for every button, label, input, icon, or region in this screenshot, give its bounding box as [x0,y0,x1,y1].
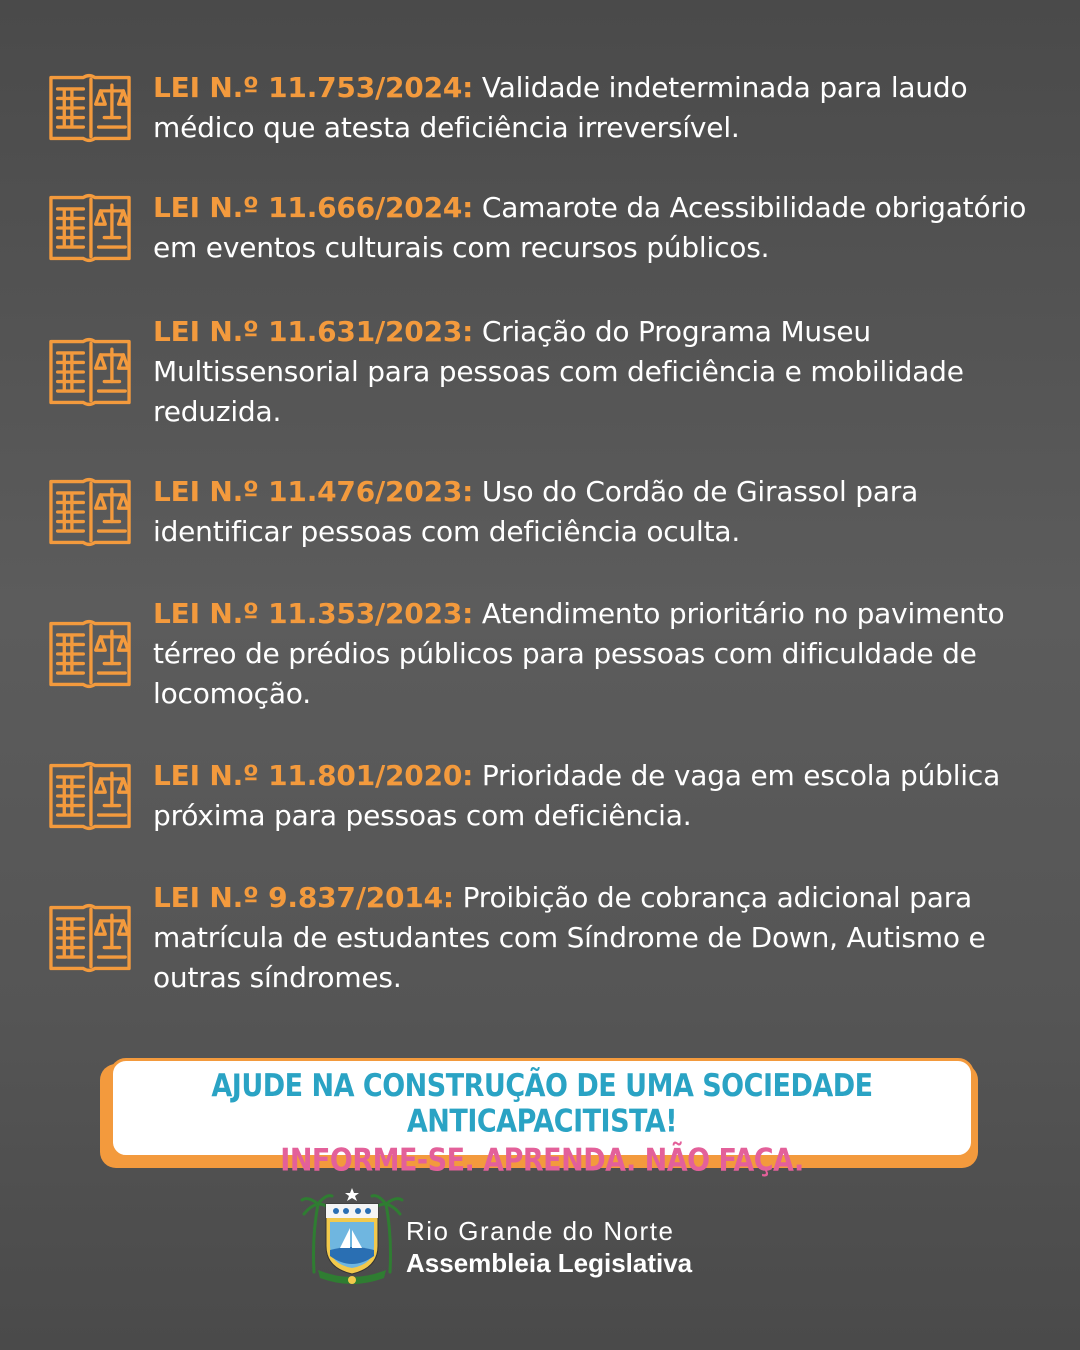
law-item [45,68,1045,148]
banner-subline: INFORME-SE. APRENDA. NÃO FAÇA. [280,1142,804,1179]
law-item [45,878,1045,998]
org-state: Rio Grande do Norte [406,1216,675,1246]
law-text [153,472,1045,552]
law-item [45,312,1045,432]
law-text [153,188,1045,268]
law-text [153,68,1045,148]
law-book-icon [45,614,135,694]
call-to-action-banner [100,1058,978,1179]
law-book-icon [45,188,135,268]
banner-box [110,1058,974,1179]
law-code: LEI N.º 11.753/2024: [153,71,474,104]
law-code: LEI N.º 9.837/2014: [153,881,454,914]
law-book-icon [45,68,135,148]
law-code: LEI N.º 11.801/2020: [153,759,474,792]
law-text [153,312,1045,432]
law-book-icon [45,898,135,978]
law-text [153,878,1045,998]
org-name: Assembleia Legislativa [406,1248,693,1278]
law-code: LEI N.º 11.353/2023: [153,597,474,630]
law-text [153,756,1045,836]
law-description: Proibição de cobrança adicional para matrícula de estudantes com Síndrome de Down, Autismo e outras síndromes. [153,881,986,994]
law-code: LEI N.º 11.631/2023: [153,315,474,348]
law-description: Prioridade de vaga em escola pública próxima para pessoas com deficiência. [153,759,1001,832]
footer [300,1186,780,1296]
law-description: Criação do Programa Museu Multissensorial para pessoas com deficiência e mobilidade reduzida. [153,315,964,428]
law-description: Uso do Cordão de Girassol para identificar pessoas com deficiência oculta. [153,475,919,548]
law-book-icon [45,332,135,412]
law-book-icon [45,756,135,836]
law-code: LEI N.º 11.476/2023: [153,475,474,508]
law-item [45,472,1045,552]
law-item [45,188,1045,268]
law-description: Validade indeterminada para laudo médico que atesta deficiência irreversível. [153,71,968,144]
banner-headline: AJUDE NA CONSTRUÇÃO DE UMA SOCIEDADE ANTICAPACITISTA! [211,1068,873,1140]
law-book-icon [45,472,135,552]
coat-of-arms-icon [300,1186,404,1286]
law-text [153,594,1045,714]
law-item [45,594,1045,714]
law-item [45,756,1045,836]
law-description: Atendimento prioritário no pavimento térreo de prédios públicos para pessoas com dificuldade de locomoção. [153,597,1005,710]
law-code: LEI N.º 11.666/2024: [153,191,474,224]
law-description: Camarote da Acessibilidade obrigatório em eventos culturais com recursos públicos. [153,191,1027,264]
